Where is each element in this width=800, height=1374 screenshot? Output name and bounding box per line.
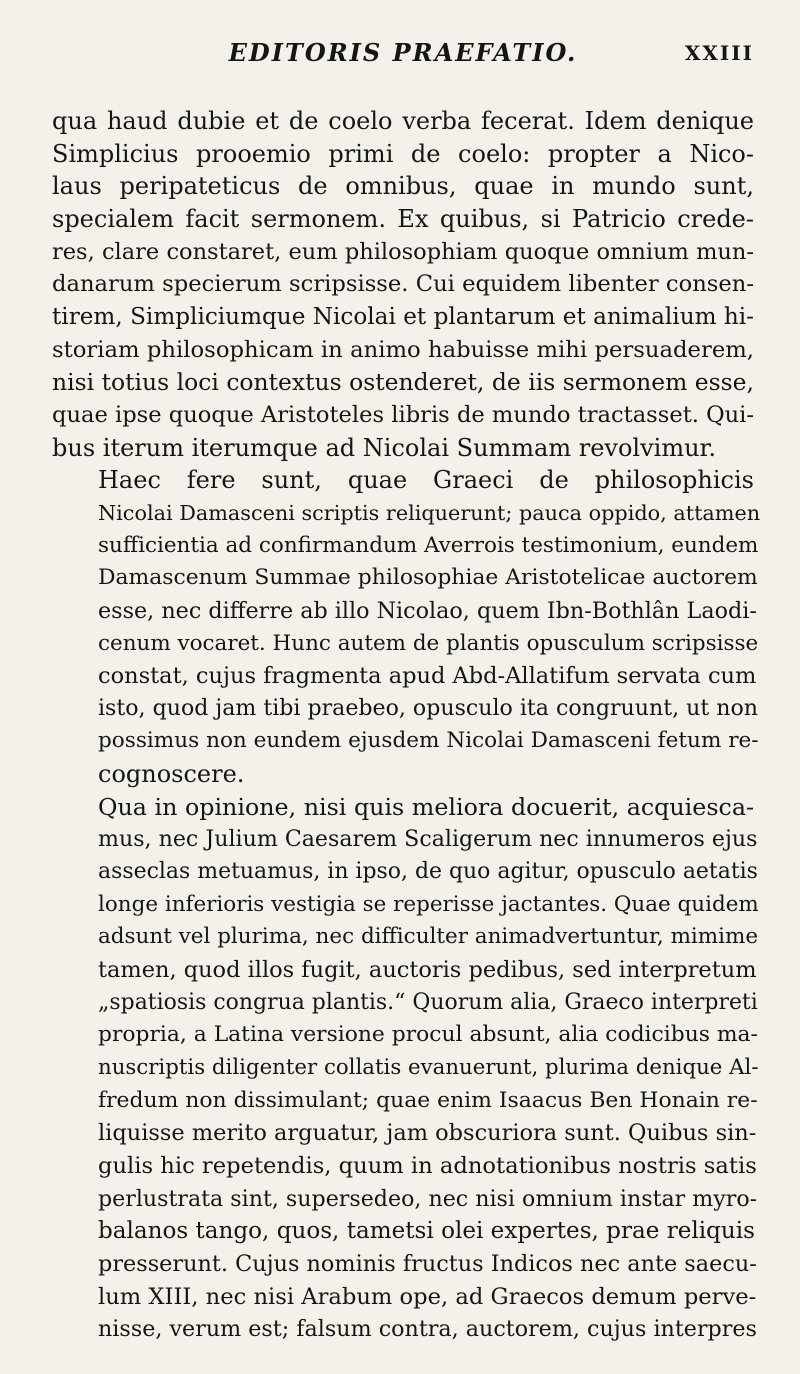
text-line: nisi totius loci contextus ostenderet, de iis sermonem esse, bbox=[52, 368, 754, 397]
text-line: asseclas metuamus, in ipso, de quo agitur, opusculo aetatis bbox=[98, 859, 758, 885]
text-line: res, clare constaret, eum philosophiam quoque omnium mun- bbox=[52, 238, 754, 265]
text-line: Damascenum Summae philosophiae Aristotelicae auctorem bbox=[98, 565, 758, 591]
text-line: longe inferioris vestigia se reperisse jactantes. Quae quidem bbox=[98, 891, 759, 917]
running-head bbox=[52, 30, 754, 70]
text-line: Haec fere sunt, quae Graeci de philosophicis bbox=[98, 466, 754, 495]
text-line: Nicolai Damasceni scriptis reliquerunt; pauca oppido, attamen bbox=[98, 500, 761, 525]
text-line: adsunt vel plurima, nec difficulter animadvertuntur, mimime bbox=[98, 924, 759, 950]
text-line: lum XIII, nec nisi Arabum ope, ad Graecos demum perve- bbox=[98, 1283, 757, 1310]
text-line: „spatiosis congrua plantis.“ Quorum alia, Graeco interpreti bbox=[98, 989, 758, 1015]
text-line: bus iterum iterumque ad Nicolai Summam revolvimur. bbox=[52, 433, 717, 462]
text-line: nuscriptis diligenter collatis evanuerunt, plurima denique Al- bbox=[98, 1055, 759, 1081]
text-line: isto, quod jam tibi praebeo, opusculo ita congruunt, ut non bbox=[98, 695, 758, 721]
text-line: sufficientia ad confirmandum Averrois testimonium, eundem bbox=[98, 532, 759, 558]
text-line: propria, a Latina versione procul absunt, alia codicibus ma- bbox=[98, 1022, 758, 1048]
text-line: Qua in opinione, nisi quis meliora docuerit, acquiesca- bbox=[98, 792, 754, 821]
text-line: storiam philosophicam in animo habuisse mihi persuaderem, bbox=[52, 336, 754, 363]
text-line: nisse, verum est; falsum contra, auctorem, cujus interpres bbox=[98, 1316, 757, 1343]
paragraph bbox=[52, 464, 761, 791]
text-line: Simplicius prooemio primi de coelo: propter a Nico- bbox=[52, 139, 754, 168]
text-line: possimus non eundem ejusdem Nicolai Damasceni fetum re- bbox=[98, 728, 759, 754]
text-line: specialem facit sermonem. Ex quibus, si Patricio crede- bbox=[52, 204, 754, 233]
running-title: EDITORIS PRAEFATIO. bbox=[228, 38, 578, 67]
text-line: danarum specierum scripsisse. Cui equidem libenter consen- bbox=[52, 271, 754, 298]
text-line: presserunt. Cujus nominis fructus Indicos nec ante saecu- bbox=[98, 1250, 757, 1277]
text-line: gulis hic repetendis, quum in adnotationibus nostris satis bbox=[98, 1153, 757, 1179]
text-line: tirem, Simpliciumque Nicolai et plantarum et animalium hi- bbox=[52, 303, 754, 330]
paragraph bbox=[52, 791, 759, 1346]
body-text bbox=[52, 105, 761, 1346]
text-line: perlustrata sint, supersedeo, nec nisi omnium instar myro- bbox=[98, 1185, 758, 1212]
text-line: tamen, quod illos fugit, auctoris pedibus, sed interpretum bbox=[98, 957, 757, 984]
text-line: laus peripateticus de omnibus, quae in mundo sunt, bbox=[52, 172, 754, 201]
text-line: liquisse merito arguatur, jam obscuriora sunt. Quibus sin- bbox=[98, 1120, 757, 1147]
text-line: esse, nec differre ab illo Nicolao, quem Ibn-Bothlân Laodi- bbox=[98, 597, 757, 624]
paragraph bbox=[52, 105, 754, 464]
text-line: quae ipse quoque Aristoteles libris de mundo tractasset. Qui- bbox=[52, 401, 755, 428]
text-line: cognoscere. bbox=[98, 760, 245, 789]
text-line: fredum non dissimulant; quae enim Isaacus Ben Honain re- bbox=[98, 1087, 758, 1113]
text-line: balanos tango, quos, tametsi olei expertes, prae reliquis bbox=[98, 1218, 755, 1245]
text-line: constat, cujus fragmenta apud Abd-Allatifum servata cum bbox=[98, 663, 757, 690]
text-line: cenum vocaret. Hunc autem de plantis opusculum scripsisse bbox=[98, 630, 759, 656]
text-line: mus, nec Julium Caesarem Scaligerum nec innumeros ejus bbox=[98, 826, 758, 853]
text-line: qua haud dubie et de coelo verba fecerat. Idem denique bbox=[52, 107, 754, 135]
page-number: XXIII bbox=[684, 41, 754, 65]
